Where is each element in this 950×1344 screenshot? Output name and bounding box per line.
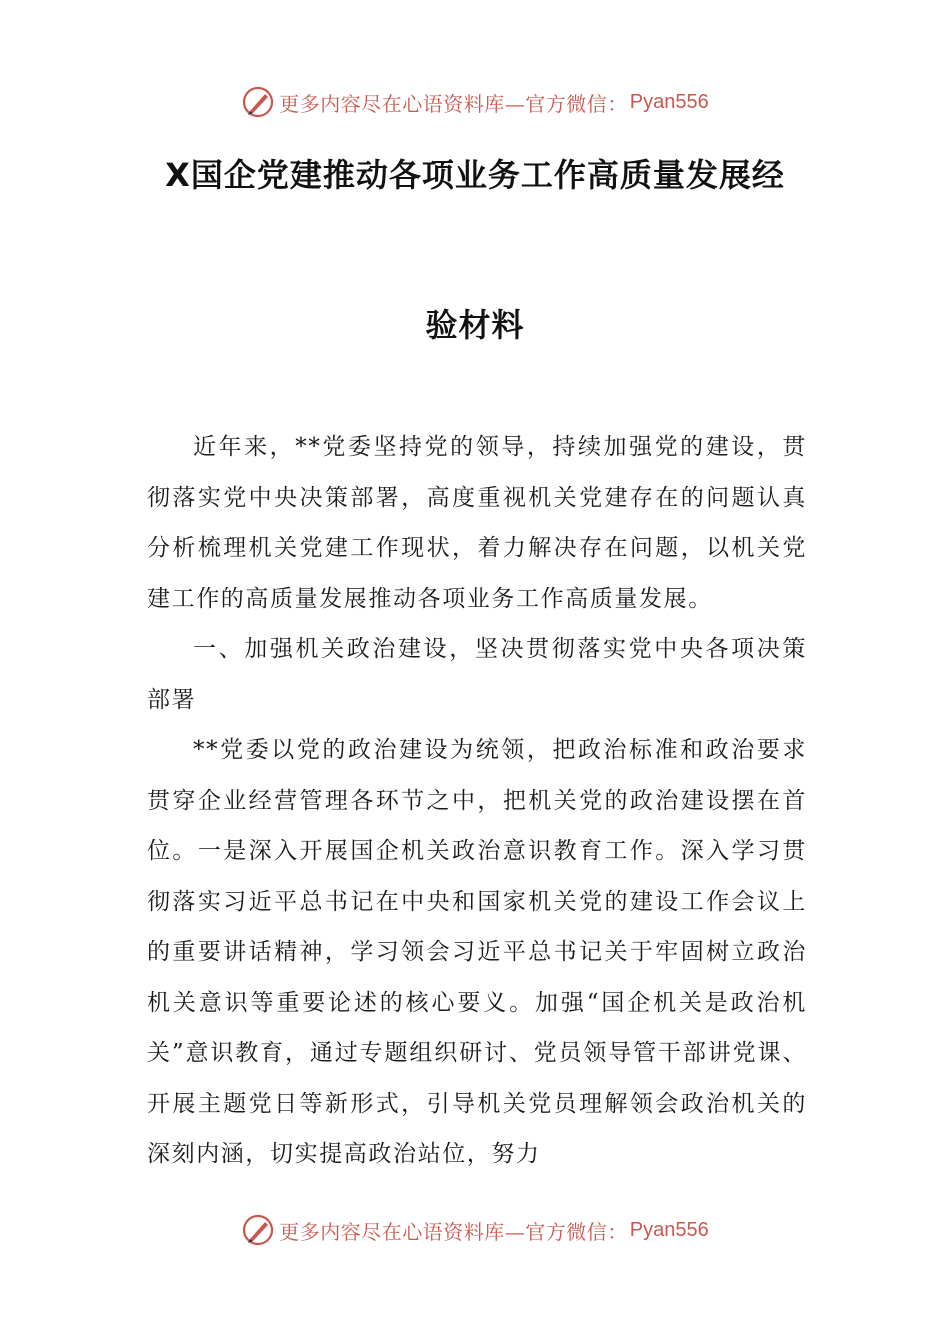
document-title-line2: 验材料	[425, 306, 525, 344]
watermark-wechat-id: Pyan556	[629, 1218, 709, 1241]
section-heading-1: 一、加强机关政治建设，坚决贯彻落实党中央各项决策部署	[147, 636, 807, 713]
pen-logo-icon	[241, 85, 275, 119]
paragraph-intro: 近年来，**党委坚持党的领导，持续加强党的建设，贯彻落实党中央决策部署，高度重视机关党建存在的问题认真分析梳理机关党建工作现状，着力解决存在问题，以机关党建工作的高质量发展推动各项业务工作高质量发展。	[147, 434, 807, 612]
document-body	[147, 422, 807, 1180]
paragraph-section-1: **党委以党的政治建设为统领，把政治标准和政治要求贯穿企业经营管理各环节之中，把机关党的政治建设摆在首位。一是深入开展国企机关政治意识教育工作。深入学习贯彻落实习近平总书记在中央和国家机关党的建设工作会议上的重要讲话精神，学习领会习近平总书记关于牢固树立政治机关意识等重要论述的核心要义。加强“国企机关是政治机关”意识教育，通过专题组织研讨、党员领导管干部讲党课、开展主题党日等新形式，引导机关党员理解领会政治机关的深刻内涵，切实提高政治站位，努力	[147, 737, 807, 1167]
pen-logo-icon	[241, 1213, 275, 1247]
document-title-line1: X国企党建推动各项业务工作高质量发展经	[165, 156, 785, 194]
watermark-footer	[0, 1210, 950, 1250]
watermark-header	[0, 82, 950, 122]
watermark-text: 更多内容尽在心语资料库—官方微信：	[279, 1219, 628, 1244]
watermark-wechat-id: Pyan556	[629, 90, 709, 113]
watermark-text: 更多内容尽在心语资料库—官方微信：	[279, 91, 628, 116]
